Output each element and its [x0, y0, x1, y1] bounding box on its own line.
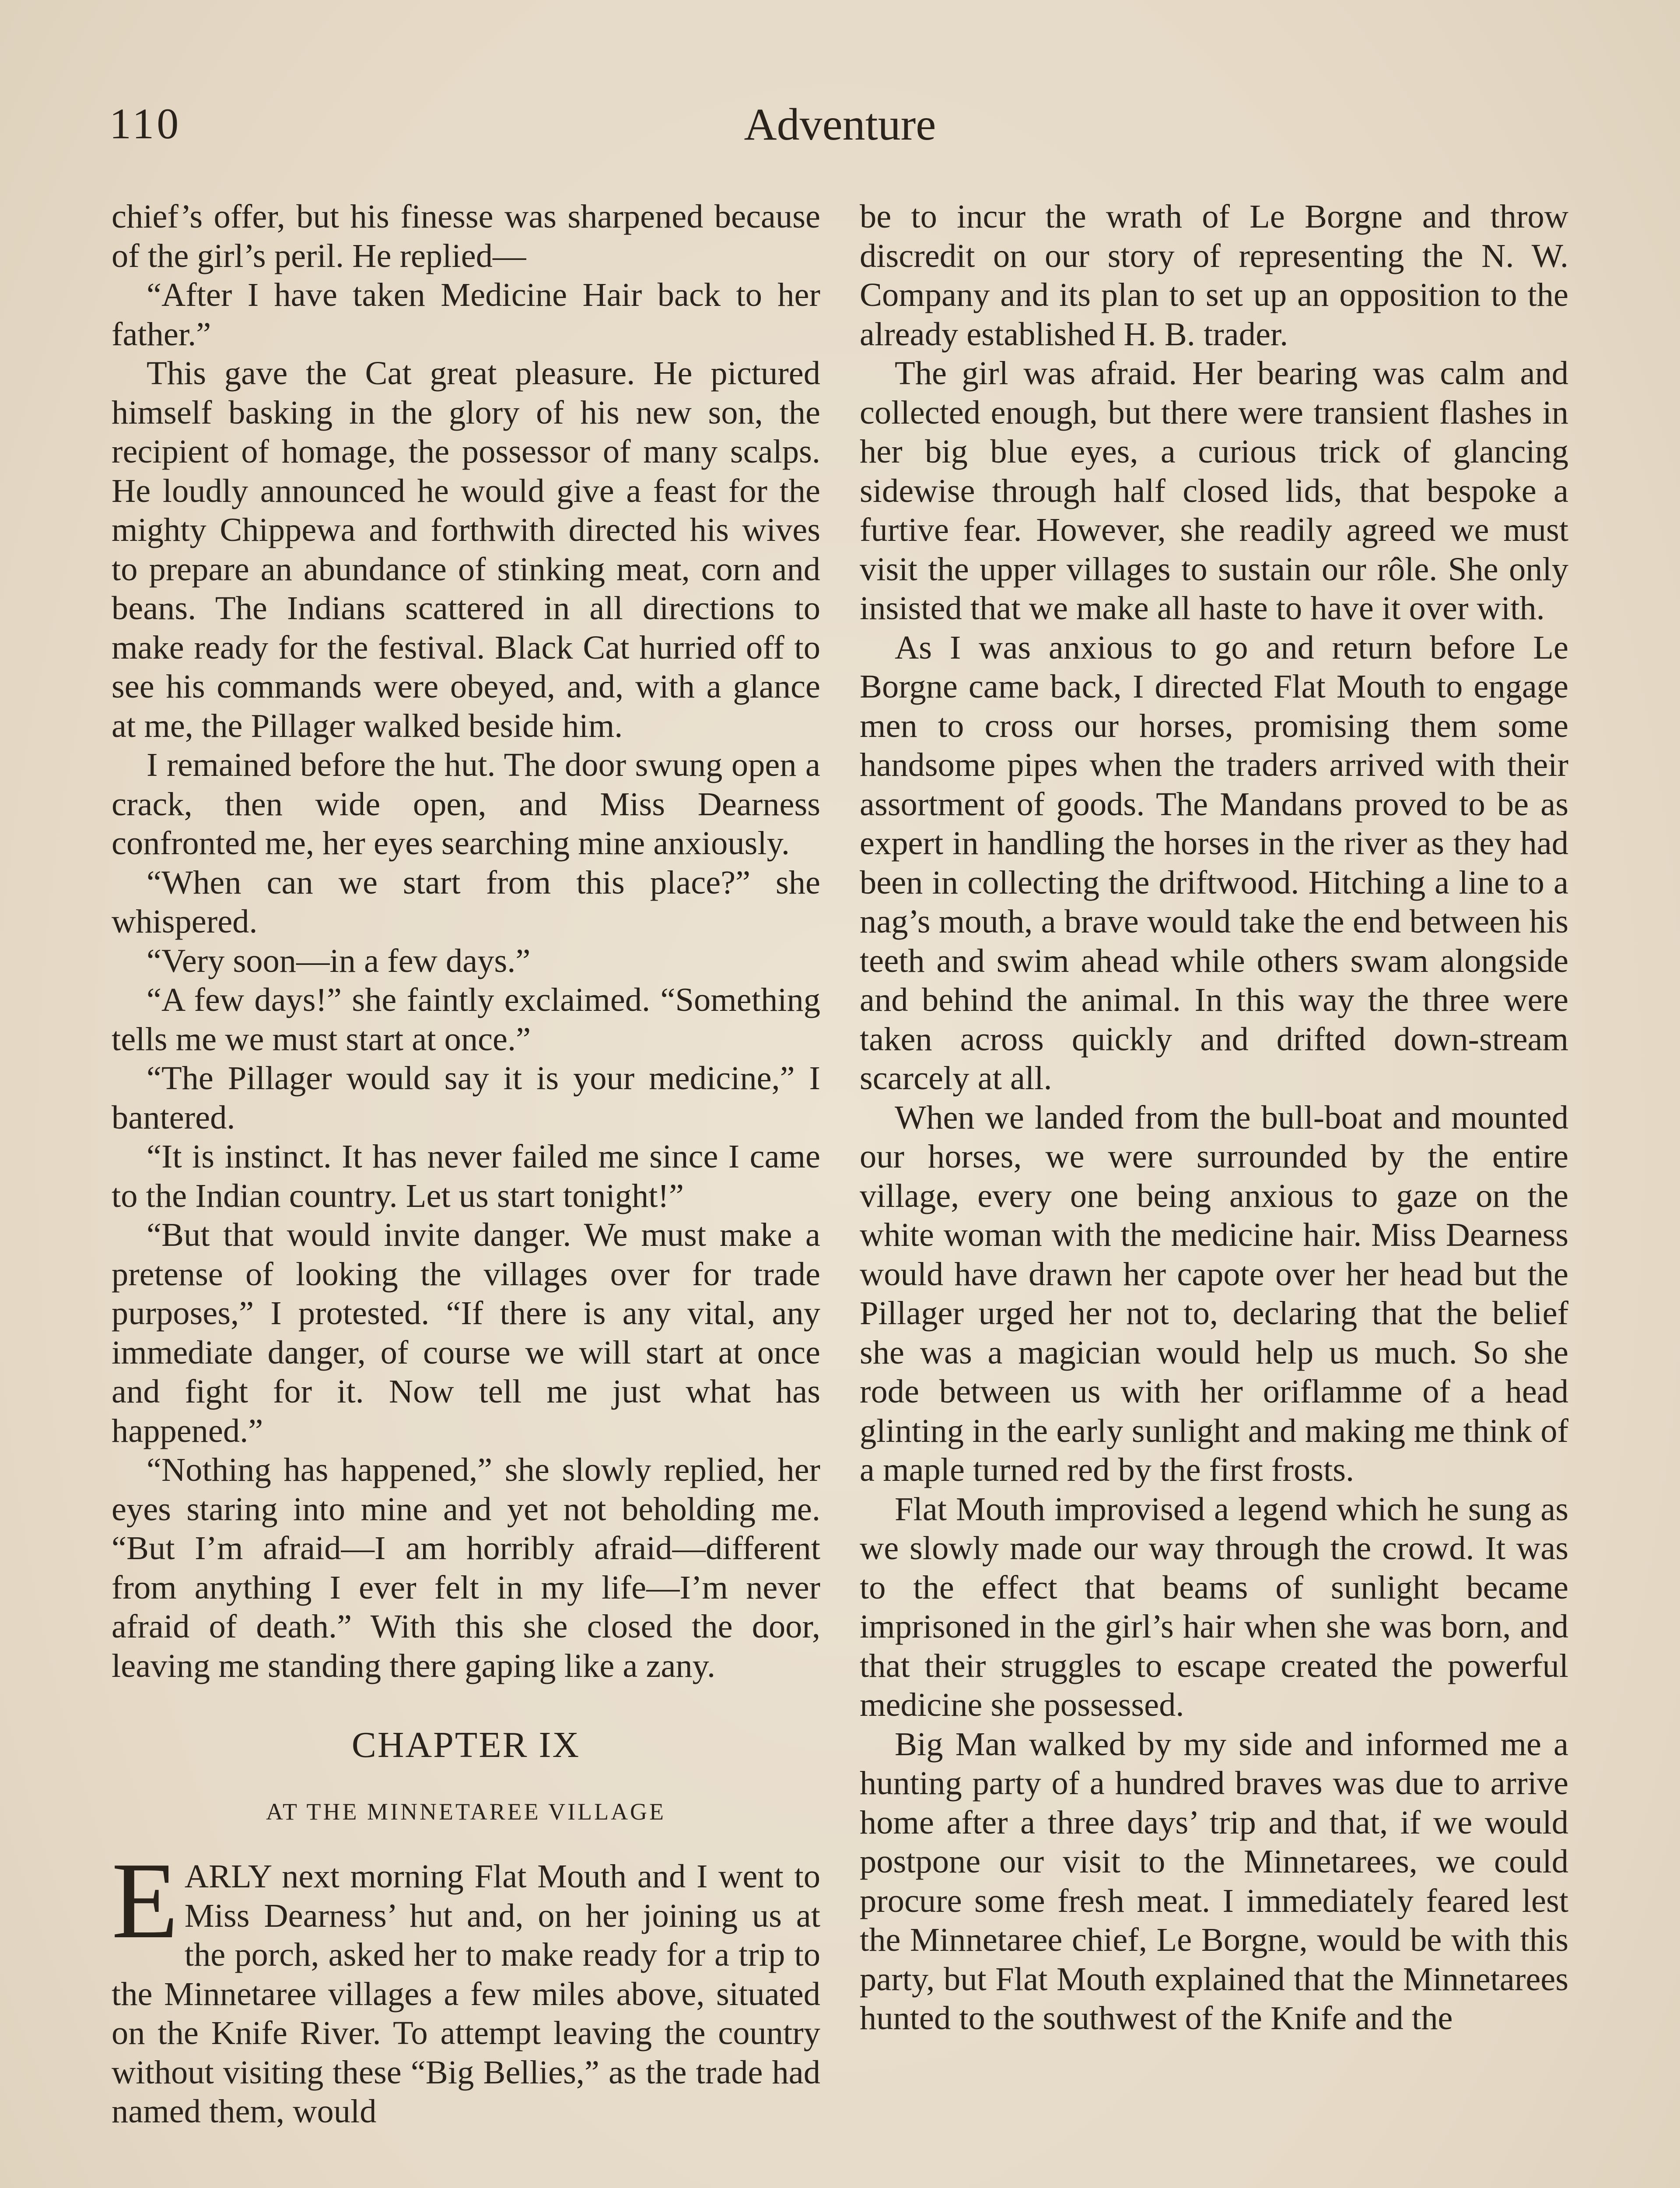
paragraph: When we landed from the bull-boat and mounted our horses, we were surrounded by the entire village, every one being anxious to gaze on the white woman with the medicine hair. Miss Dearness would have drawn her capote over her head but the Pillager urged her not to, declaring that the belief she was a magician would help us much. So she rode between us with her oriflamme of a head glinting in the early sunlight and making me think of a maple turned red by the first frosts.: [860, 1098, 1568, 1488]
paragraph: “The Pillager would say it is your medicine,” I bantered.: [112, 1059, 820, 1136]
paragraph: Big Man walked by my side and informed me a hunting party of a hundred braves was due to arrive home after a three days’ trip and that, if we would postpone our visit to the Minnetarees, we could procure some fresh meat. I immediately feared lest the Minnetaree chief, Le Borgne, would be with this party, but Flat Mouth explained that the Minnetarees hunted to the southwest of the Knife and the: [860, 1725, 1568, 2037]
right-column: [860, 197, 1568, 2038]
paragraph: “But that would invite danger. We must make a pretense of looking the villages over for trade purposes,” I protested. “If there is any vital, any immediate danger, of course we will start at once and fight for it. Now tell me just what has happened.”: [112, 1216, 820, 1449]
chapter-title: CHAPTER IX: [351, 1725, 581, 1765]
left-column: [112, 197, 820, 2131]
paragraph: chief’s offer, but his finesse was sharpened because of the girl’s peril. He replied—: [112, 198, 820, 274]
paragraph: “It is instinct. It has never failed me since I came to the Indian country. Let us start tonight!”: [112, 1138, 820, 1214]
paragraph: Flat Mouth improvised a legend which he sung as we slowly made our way through the crowd. It was to the effect that beams of sunlight became imprisoned in the girl’s hair when she was born, and that their struggles to escape created the powerful medicine she possessed.: [860, 1490, 1568, 1723]
paragraph: This gave the Cat great pleasure. He pictured himself basking in the glory of his new son, the recipient of homage, the possessor of many scalps. He loudly announced he would give a feast for the mighty Chippewa and forthwith directed his wives to prepare an abundance of stinking meat, corn and beans. The Indians scattered in all directions to make ready for the festival. Black Cat hurried off to see his commands were obeyed, and, with a glance at me, the Pillager walked beside him.: [112, 354, 820, 744]
opening-text: ARLY next morning Flat Mouth and I went to Miss Dearness’ hut and, on her joining us at the porch, asked her to make ready for a trip to the Minnetaree villages a few miles above, situated on the Knife River. To attempt leaving the country without visiting these “Big Bellies,” as the trade had named them, would: [112, 1858, 820, 2130]
paragraph: The girl was afraid. Her bearing was calm and collected enough, but there were transient flashes in her big blue eyes, a curious trick of glancing sidewise through half closed lids, that bespoke a furtive fear. However, she readily agreed we must visit the upper villages to sustain our rôle. She only insisted that we make all haste to have it over with.: [860, 354, 1568, 627]
paragraph: “When can we start from this place?” she whispered.: [112, 863, 820, 940]
paragraph: “Nothing has happened,” she slowly replied, her eyes staring into mine and yet not beholding me. “But I’m afraid—I am horribly afraid—different from anything I ever felt in my life—I’m never afraid of death.” With this she closed the door, leaving me standing there gaping like a zany.: [112, 1451, 820, 1684]
paragraph: “After I have taken Medicine Hair back to her father.”: [112, 276, 820, 353]
paragraph: “A few days!” she faintly exclaimed. “Something tells me we must start at once.”: [112, 981, 820, 1058]
paragraph: “Very soon—in a few days.”: [147, 942, 531, 979]
paragraph: I remained before the hut. The door swung open a crack, then wide open, and Miss Dearness confronted me, her eyes searching mine anxiously.: [112, 746, 820, 862]
page-header: [109, 98, 1571, 160]
drop-cap: E: [112, 1840, 178, 1961]
running-title: Adventure: [744, 99, 936, 150]
paragraph: be to incur the wrath of Le Borgne and throw discredit on our story of representing the N. W. Company and its plan to set up an opposition to the already established H. B. trader.: [860, 198, 1568, 353]
chapter-subtitle: AT THE MINNETAREE VILLAGE: [266, 1799, 666, 1825]
paragraph: As I was anxious to go and return before Le Borgne came back, I directed Flat Mouth to engage men to cross our horses, promising them some handsome pipes when the traders arrived with their assortment of goods. The Mandans proved to be as expert in handling the horses in the river as they had been in collecting the driftwood. Hitching a line to a nag’s mouth, a brave would take the end between his teeth and swim ahead while others swam alongside and behind the animal. In this way the three were taken across quickly and drifted down-stream scarcely at all.: [860, 628, 1568, 1097]
chapter-opening-paragraph: [112, 1840, 820, 2131]
page-number: 110: [109, 99, 182, 148]
